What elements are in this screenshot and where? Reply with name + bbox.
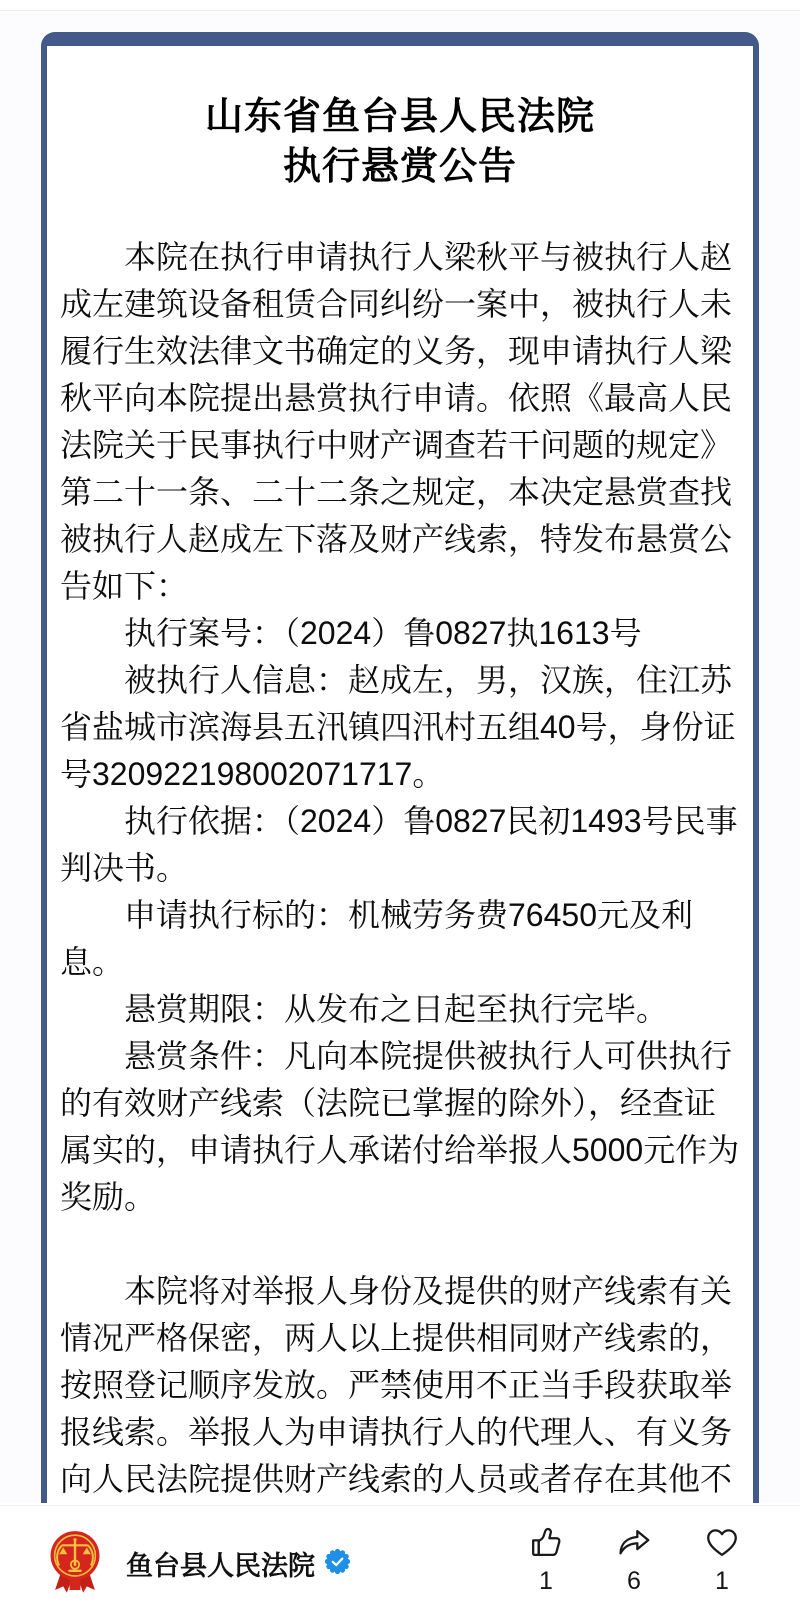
post-footer-bar	[0, 1505, 800, 1621]
status-bar-divider	[0, 0, 800, 11]
document-paragraph: 本院在执行申请执行人梁秋平与被执行人赵成左建筑设备租赁合同纠纷一案中，被执行人未履行生效法律文书确定的义务，现申请执行人梁秋平向本院提出悬赏执行申请。依照《最高人民法院关于民事执行中财产调查若干问题的规定》第二十一条、二十二条之规定，本决定悬赏查找被执行人赵成左下落及财产线索，特发布悬赏公告如下：	[60, 239, 733, 604]
document-paragraph: 被执行人信息：赵成左，男，汉族，住江苏省盐城市滨海县五汛镇四汛村五组40号，身份证号320922198002071717。	[60, 662, 736, 792]
like-button[interactable]	[525, 1524, 567, 1596]
publisher-account[interactable]	[46, 1528, 350, 1599]
document-paragraph: 执行案号：（2024）鲁0827执1613号	[124, 615, 642, 651]
document-paragraph: 悬赏条件：凡向本院提供被执行人可供执行的有效财产线索（法院已掌握的除外），经查证属实的，申请执行人承诺付给举报人5000元作为奖励。	[60, 1038, 740, 1215]
document-body	[60, 234, 740, 1503]
verified-badge-icon	[315, 1549, 350, 1579]
document-title	[60, 92, 740, 192]
share-count: 6	[627, 1566, 641, 1595]
post-actions	[525, 1524, 743, 1596]
share-button[interactable]	[613, 1524, 655, 1596]
court-announcement-card	[41, 32, 759, 1503]
document-paragraph: 悬赏期限：从发布之日起至执行完毕。	[124, 991, 669, 1027]
heart-icon	[703, 1524, 741, 1562]
favorite-count: 1	[715, 1566, 729, 1595]
court-emblem-icon	[46, 1528, 104, 1599]
favorite-button[interactable]	[701, 1524, 743, 1596]
document-title-line2: 执行悬赏公告	[282, 146, 517, 188]
document-paragraph: 本院将对举报人身份及提供的财产线索有关情况严格保密，两人以上提供相同财产线索的，按照登记顺序发放。严禁使用不正当手段获取举报线索。举报人为申请执行人的代理人、有义务向人民法院提供财产线索的人员或者存在其他不	[60, 1273, 733, 1497]
share-arrow-icon	[615, 1524, 653, 1562]
like-count: 1	[539, 1566, 553, 1595]
post-content-area	[0, 11, 800, 1503]
document-title-line1: 山东省鱼台县人民法院	[204, 96, 595, 138]
document-paragraph: 申请执行标的：机械劳务费76450元及利息。	[60, 897, 693, 980]
publisher-name[interactable]: 鱼台县人民法院	[126, 1551, 315, 1581]
thumbs-up-icon	[527, 1524, 565, 1562]
document-paragraph: 执行依据：（2024）鲁0827民初1493号民事判决书。	[60, 803, 738, 886]
